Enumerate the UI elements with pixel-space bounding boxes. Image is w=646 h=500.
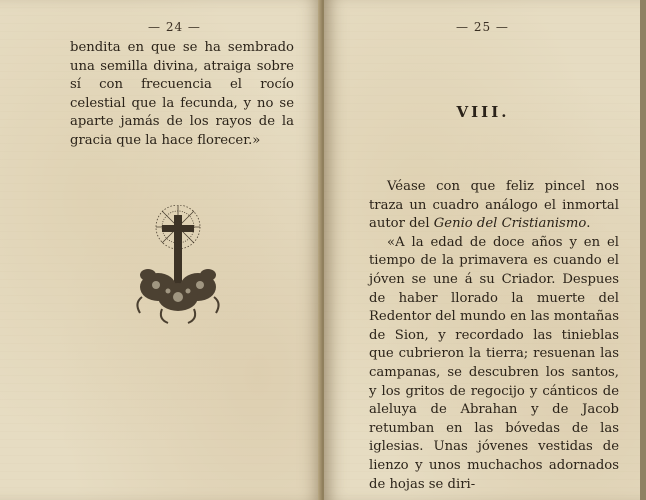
paragraph: [369, 178, 619, 234]
paragraph-text: Véase con que feliz pincel nos traza un cuadro análogo el inmortal autor del: [369, 179, 619, 232]
page-number: — 25 —: [456, 20, 509, 34]
right-page: [324, 0, 642, 500]
cross-sunburst-ornament-icon: [128, 205, 228, 333]
paragraph-text: .: [586, 216, 591, 232]
paragraph: bendita en que se ha sembrado una semilla divina, atraiga sobre sí con frecuencia el rocío celestial que la fecunda, y no se aparte jamás de los rayos de la gracia que la hace florecer.»: [70, 40, 294, 148]
page-text: [369, 178, 619, 494]
paragraph: «A la edad de doce años y en el tiempo de la primavera es cuando el jóven se une á su Criador. Despues de haber llorado la muerte del Redentor del mundo en las montañas de Sion, y recordado las tinieblas que cubrieron la tierra; resuenan las campanas, se descubren los santos, y los gritos de regocijo y cánticos de aleluya de Abrahan y de Jacob retumban en las bóvedas de las iglesias. Unas jóvenes vestidas de lienzo y unos muchachos adornados de hojas se diri-: [369, 234, 619, 492]
left-page: [0, 0, 322, 500]
page-edge: [640, 0, 646, 500]
chapter-heading: VIII.: [456, 103, 510, 121]
page-text: [70, 39, 294, 151]
book-title: Genio del Cristianismo: [433, 216, 587, 232]
page-number: — 24 —: [148, 20, 201, 34]
